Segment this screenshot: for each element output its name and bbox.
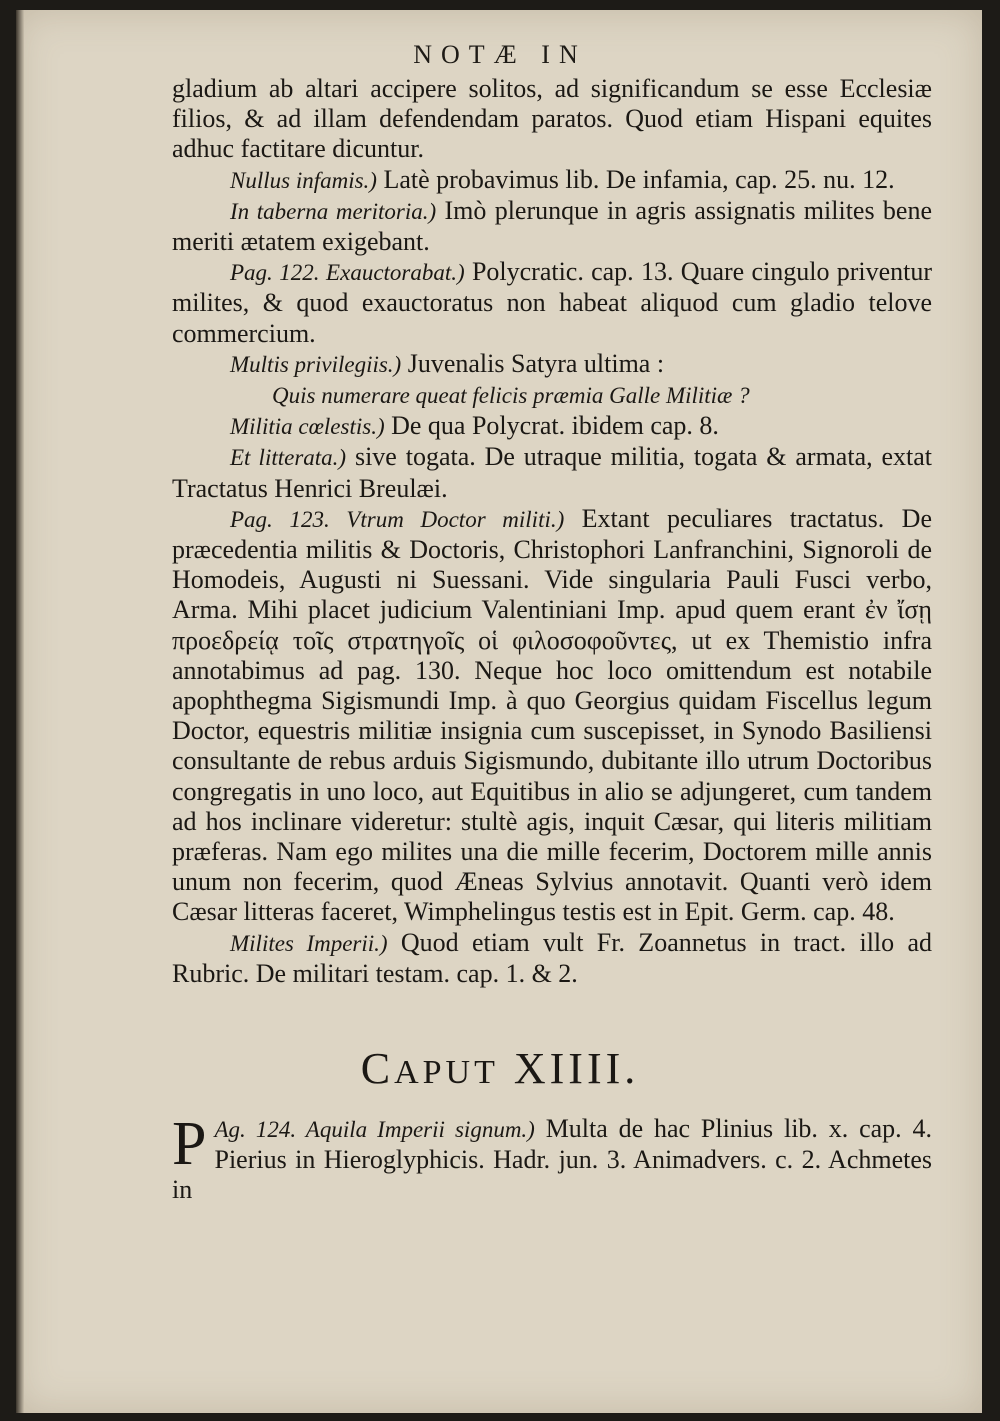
chapter-text xyxy=(172,1110,932,1206)
paragraph-1 xyxy=(172,74,932,165)
drop-cap: P xyxy=(172,1110,207,1178)
lemma: Pag. 122. Exauctorabat.) xyxy=(230,260,465,286)
paragraph-text: Imò plerunque in agris assignatis milites bene meriti ætatem exigebant. xyxy=(172,195,932,257)
lemma: Pag. 123. Vtrum Doctor militi.) xyxy=(230,506,565,532)
paragraph-text: gladium ab altari accipere solitos, ad significandum se esse Ecclesiæ filios, & ad illam defendendam paratos. Quod etiam Hispani equites adhuc factitare dicuntur. xyxy=(172,74,932,164)
paragraph-text: Quis numerare queat felicis præmia Galle Militiæ ? xyxy=(272,383,750,409)
paragraph-8 xyxy=(172,442,932,503)
paragraph-text: Extant peculiares tractatus. De præcedentia militis & Doctoris, Christophori Lanfranchini, Signoroli de Homodeis, Augusti ni Suessani. Vide singularia Pauli Fusci verbo, Arma. Mihi placet judicium Valentiniani Imp. apud quem erant ἐν ἴσῃ προεδρείᾳ τοῖς στρατηγοῖς οἱ φιλοσοφοῦντες, ut ex Themistio infra annotabimus ad pag. 130. Neque hoc loco omittendum est notabile apophthegma Sigismundi Imp. à quo Georgius quidam Fiscellus legum Doctor, equestris militiæ insignia cum suscepisset, in Synodo Basiliensi consultante de rebus arduis Sigismundo, dubitante illo utrum Doctoribus congregatis in uno loco, aut Equitibus in alio se adjungeret, cum tandem ad hos inclinare videretur: stultè agis, inquit Cæsar, qui literis militiam præferas. Nam ego milites una die mille fecerim, Doctorem mille annis unum non fecerim, quod Æneas Sylvius annotavit. Quanti verò idem Cæsar litteras faceret, Wimphelingus testis est in Epit. Germ. cap. 48. xyxy=(172,503,932,927)
paragraph-text: De qua Polycrat. ibidem cap. 8. xyxy=(391,411,719,441)
paragraph-10 xyxy=(172,928,932,989)
paragraph-text: Latè probavimus lib. De infamia, cap. 25. nu. 12. xyxy=(383,164,895,194)
lemma: Militia cœlestis.) xyxy=(230,414,385,440)
paragraph-4 xyxy=(172,257,932,349)
chapter-heading-word: APUT xyxy=(394,1054,499,1091)
lemma: Multis privilegiis.) xyxy=(230,351,402,377)
running-head: NOTÆ IN xyxy=(413,40,587,69)
verse-quote xyxy=(172,380,932,411)
chapter-heading-initial: C xyxy=(360,1044,395,1093)
body-text xyxy=(172,74,932,989)
paragraph-text: sive togata. De utraque militia, togata & armata, extat Tractatus Henrici Breulæi. xyxy=(172,442,933,503)
paragraph-7 xyxy=(172,411,932,442)
page-edge xyxy=(16,10,24,1413)
chapter-number: XIIII. xyxy=(513,1044,640,1093)
paragraph-2 xyxy=(172,165,932,196)
paragraph-text: Juvenalis Satyra ultima : xyxy=(407,348,665,378)
lemma: In taberna meritoria.) xyxy=(230,198,437,224)
paragraph-3 xyxy=(172,196,932,257)
paragraph-text: Polycratic. cap. 13. Quare cingulo priventur milites, & quod exauctoratus non habeat aliquod cum gladio telove commercium. xyxy=(172,257,933,348)
paragraph-text: Multa de hac Plinius lib. x. cap. 4. Pierius in Hieroglyphicis. Hadr. jun. 3. Animadvers. c. 2. Achmetes in xyxy=(172,1114,932,1205)
lemma: Ag. 124. Aquila Imperii signum.) xyxy=(214,1117,535,1142)
lemma: Et litterata.) xyxy=(230,445,347,471)
lemma: Milites Imperii.) xyxy=(230,930,388,956)
paragraph-text: Quod etiam vult Fr. Zoannetus in tract. illo ad Rubric. De militari testam. cap. 1. & 2. xyxy=(172,927,932,988)
chapter-heading xyxy=(0,1043,1000,1094)
paragraph-5 xyxy=(172,349,932,380)
paragraph-9 xyxy=(172,504,932,928)
lemma: Nullus infamis.) xyxy=(230,167,377,193)
